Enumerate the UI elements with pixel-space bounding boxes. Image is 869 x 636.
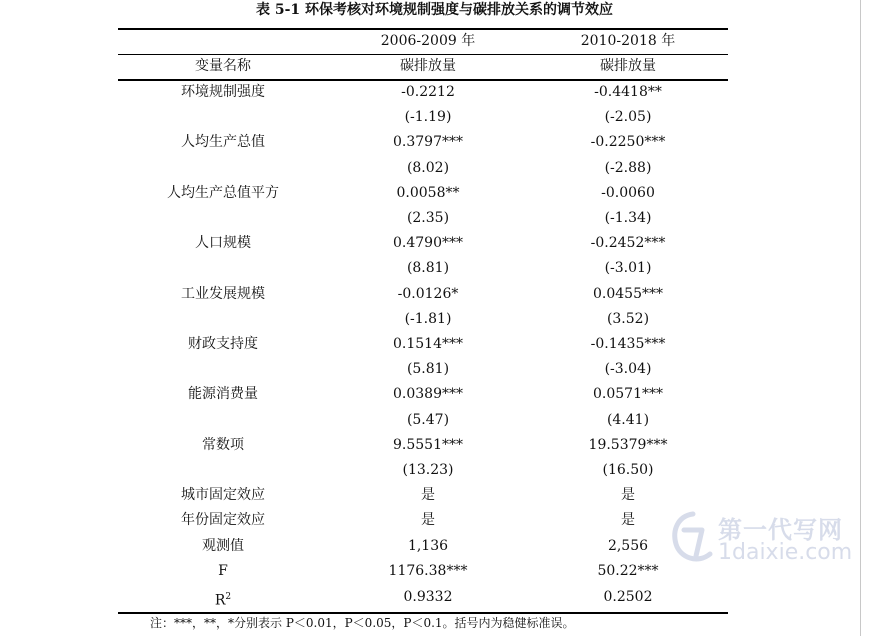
header-period-2: 2010-2018 年 xyxy=(580,33,676,49)
row-tstat-1: (2.35) xyxy=(406,210,450,226)
body-rule xyxy=(118,79,728,81)
header-dependent-1: 碳排放量 xyxy=(400,58,456,74)
row-value-2: -0.2452*** xyxy=(590,235,666,252)
row-tstat-1: (8.02) xyxy=(406,159,450,176)
row-tstat-2: (-1.34) xyxy=(604,210,652,226)
row-label: 常数项 xyxy=(202,436,244,453)
row-label: 环境规制强度 xyxy=(181,84,265,100)
row-label: 人均生产总值 xyxy=(181,134,265,151)
row-tstat-2: (-3.04) xyxy=(604,361,652,378)
row-value-1: 0.9332 xyxy=(403,589,453,605)
row-value-2: -0.0060 xyxy=(601,184,655,201)
row-tstat-1: (13.23) xyxy=(402,462,454,478)
row-label: 人均生产总值平方 xyxy=(167,184,279,201)
row-label: 财政支持度 xyxy=(188,336,258,352)
row-value-1: 0.4790*** xyxy=(393,235,463,252)
row-value-2: 19.5379*** xyxy=(588,436,668,453)
table-title: 表 5-1 环保考核对环境规制强度与碳排放关系的调节效应 xyxy=(255,2,614,18)
row-label: 城市固定效应 xyxy=(181,487,265,504)
row-tstat-2: (-2.88) xyxy=(604,159,652,176)
row-value-1: 1176.38*** xyxy=(388,562,468,579)
watermark-logo-icon xyxy=(668,510,718,568)
row-value-1: 0.3797*** xyxy=(393,134,463,151)
top-rule xyxy=(118,28,728,30)
row-value-1: 0.1514*** xyxy=(393,336,463,352)
row-value-2: 2,556 xyxy=(607,537,649,554)
watermark-chinese: 第一代写网 xyxy=(718,516,843,544)
row-tstat-2: (-2.05) xyxy=(604,109,652,126)
row-label: $R^2$ xyxy=(214,592,232,609)
row-tstat-1: (-1.19) xyxy=(404,109,452,126)
row-value-2: 是 xyxy=(621,487,635,504)
watermark xyxy=(668,510,868,568)
row-label: 工业发展规模 xyxy=(181,285,265,302)
row-tstat-1: (-1.81) xyxy=(404,310,452,327)
row-value-1: -0.0126* xyxy=(397,285,459,302)
table-note: 注：***，**，*分别表示 P＜0.01，P＜0.05，P＜0.1。括号内为稳健标准误。 xyxy=(150,616,575,630)
header-variable-name: 变量名称 xyxy=(195,58,251,74)
row-tstat-1: (8.81) xyxy=(406,260,450,277)
row-tstat-2: (16.50) xyxy=(602,462,654,478)
row-label: 能源消费量 xyxy=(188,386,258,403)
row-tstat-2: (3.52) xyxy=(606,310,650,327)
row-tstat-1: (5.47) xyxy=(406,411,450,428)
row-value-2: 0.0571*** xyxy=(593,386,663,403)
row-value-2: 0.0455*** xyxy=(593,285,663,302)
row-value-1: 是 xyxy=(421,512,435,529)
row-value-2: -0.4418** xyxy=(594,84,662,100)
row-value-1: 是 xyxy=(421,487,435,504)
row-value-2: -0.2250*** xyxy=(590,134,666,151)
row-label: 观测值 xyxy=(202,537,244,554)
row-label: F xyxy=(218,562,228,579)
header-period-1: 2006-2009 年 xyxy=(380,33,476,49)
header-rule xyxy=(118,54,728,55)
row-value-2: 是 xyxy=(621,512,635,529)
row-tstat-2: (4.41) xyxy=(606,411,650,428)
watermark-english: 1daixie.com xyxy=(718,540,853,565)
row-value-1: 1,136 xyxy=(407,537,449,554)
row-value-2: 0.2502 xyxy=(603,589,653,605)
header-dependent-2: 碳排放量 xyxy=(600,58,656,74)
row-label: 年份固定效应 xyxy=(181,512,265,529)
row-value-1: 9.5551*** xyxy=(393,436,463,453)
row-tstat-2: (-3.01) xyxy=(604,260,652,277)
row-value-2: -0.1435*** xyxy=(590,336,666,352)
row-value-2: 50.22*** xyxy=(597,562,659,579)
row-value-1: 0.0058** xyxy=(396,184,460,201)
row-value-1: 0.0389*** xyxy=(393,386,463,403)
row-tstat-1: (5.81) xyxy=(406,361,450,378)
row-label: 人口规模 xyxy=(195,235,251,252)
row-value-1: -0.2212 xyxy=(401,84,455,100)
